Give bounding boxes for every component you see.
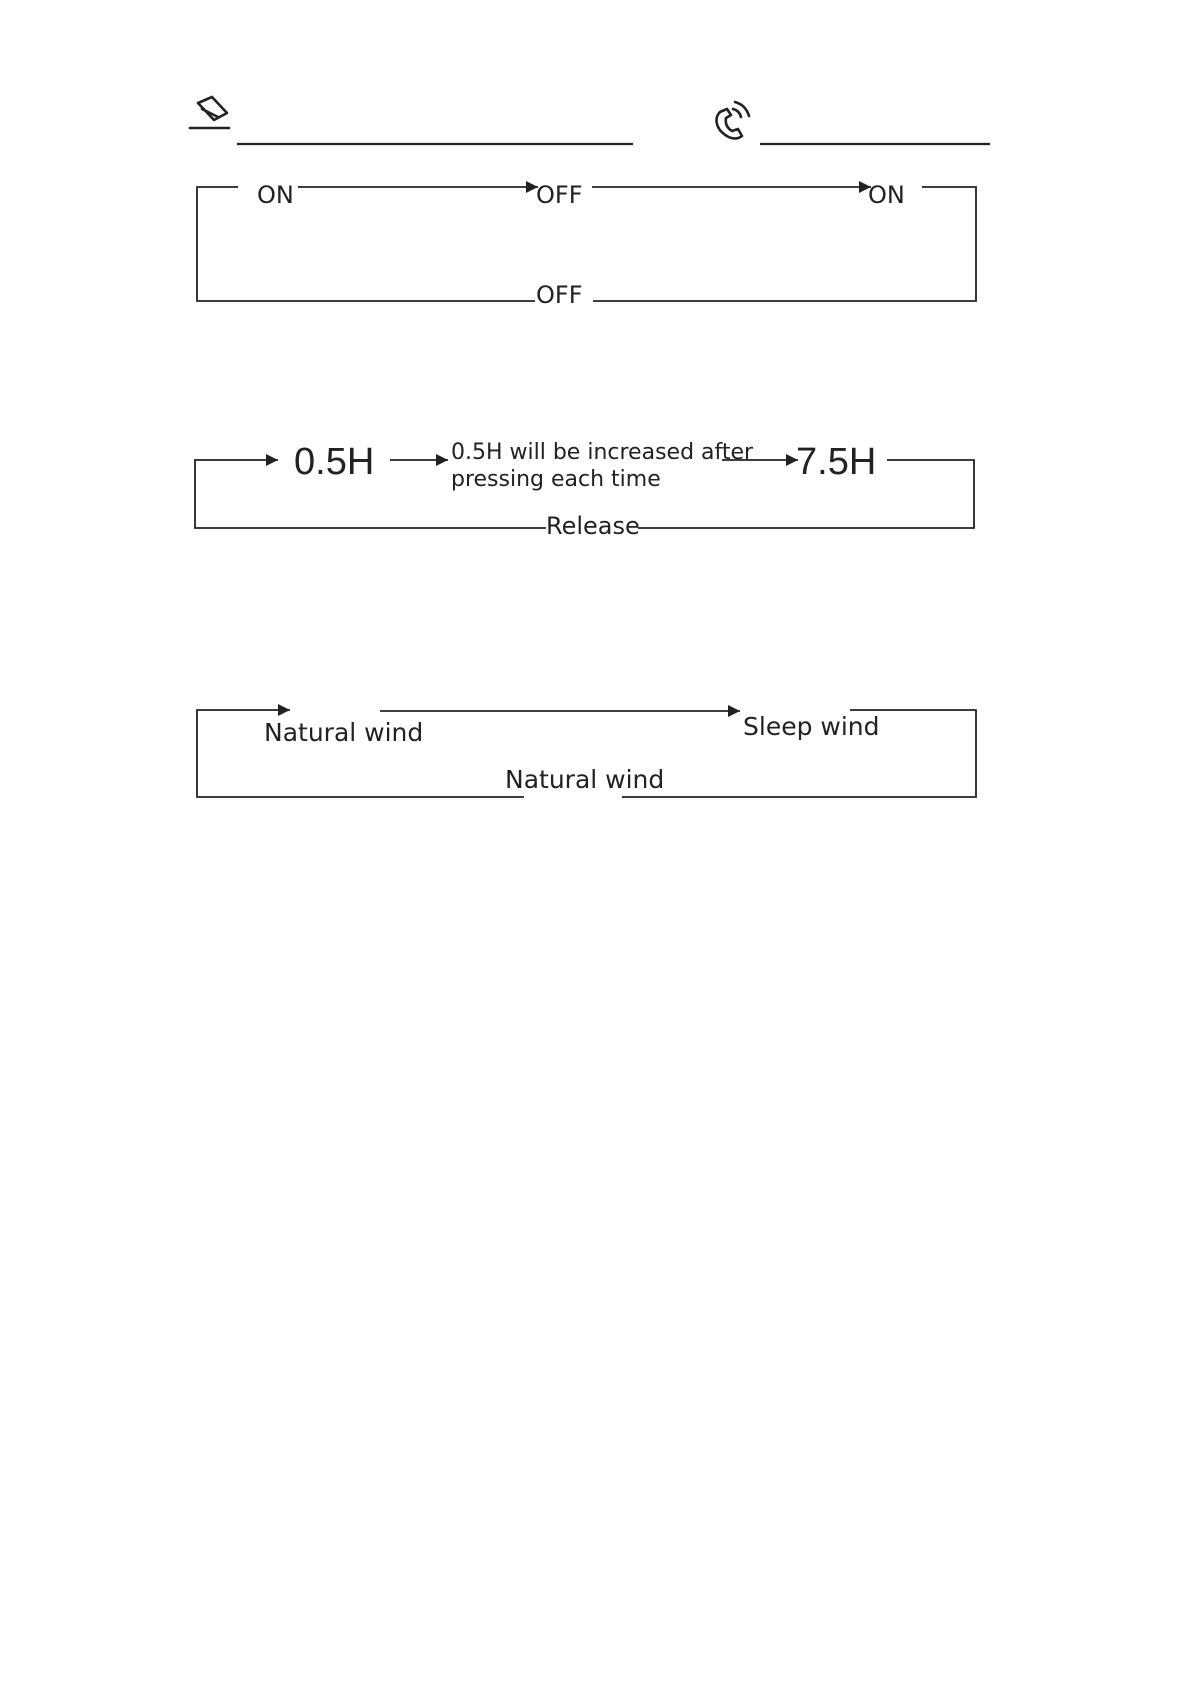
timer-label-start: 0.5H [294, 441, 375, 483]
power-label-on-end: ON [868, 181, 905, 209]
wind-label-end: Sleep wind [743, 712, 880, 741]
power-label-on-start: ON [257, 181, 294, 209]
timer-label-end: 7.5H [796, 441, 877, 483]
power-label-off-return: OFF [536, 281, 583, 309]
timer-label-step-line1: 0.5H will be increased after [451, 440, 754, 465]
wind-mode-diagram [197, 710, 976, 797]
timer-label-return: Release [546, 512, 640, 540]
wind-label-start: Natural wind [264, 718, 424, 747]
wind-label-return: Natural wind [505, 765, 665, 794]
timer-cycle-diagram [195, 440, 974, 540]
power-loop-right [593, 187, 976, 301]
timer-label-step-line2: pressing each time [451, 467, 661, 492]
power-label-off-middle: OFF [536, 181, 583, 209]
power-cycle-diagram [197, 181, 976, 309]
hand-eraser-icon [190, 97, 229, 128]
power-loop-left [197, 187, 535, 301]
phone-ringing-icon [717, 102, 749, 138]
